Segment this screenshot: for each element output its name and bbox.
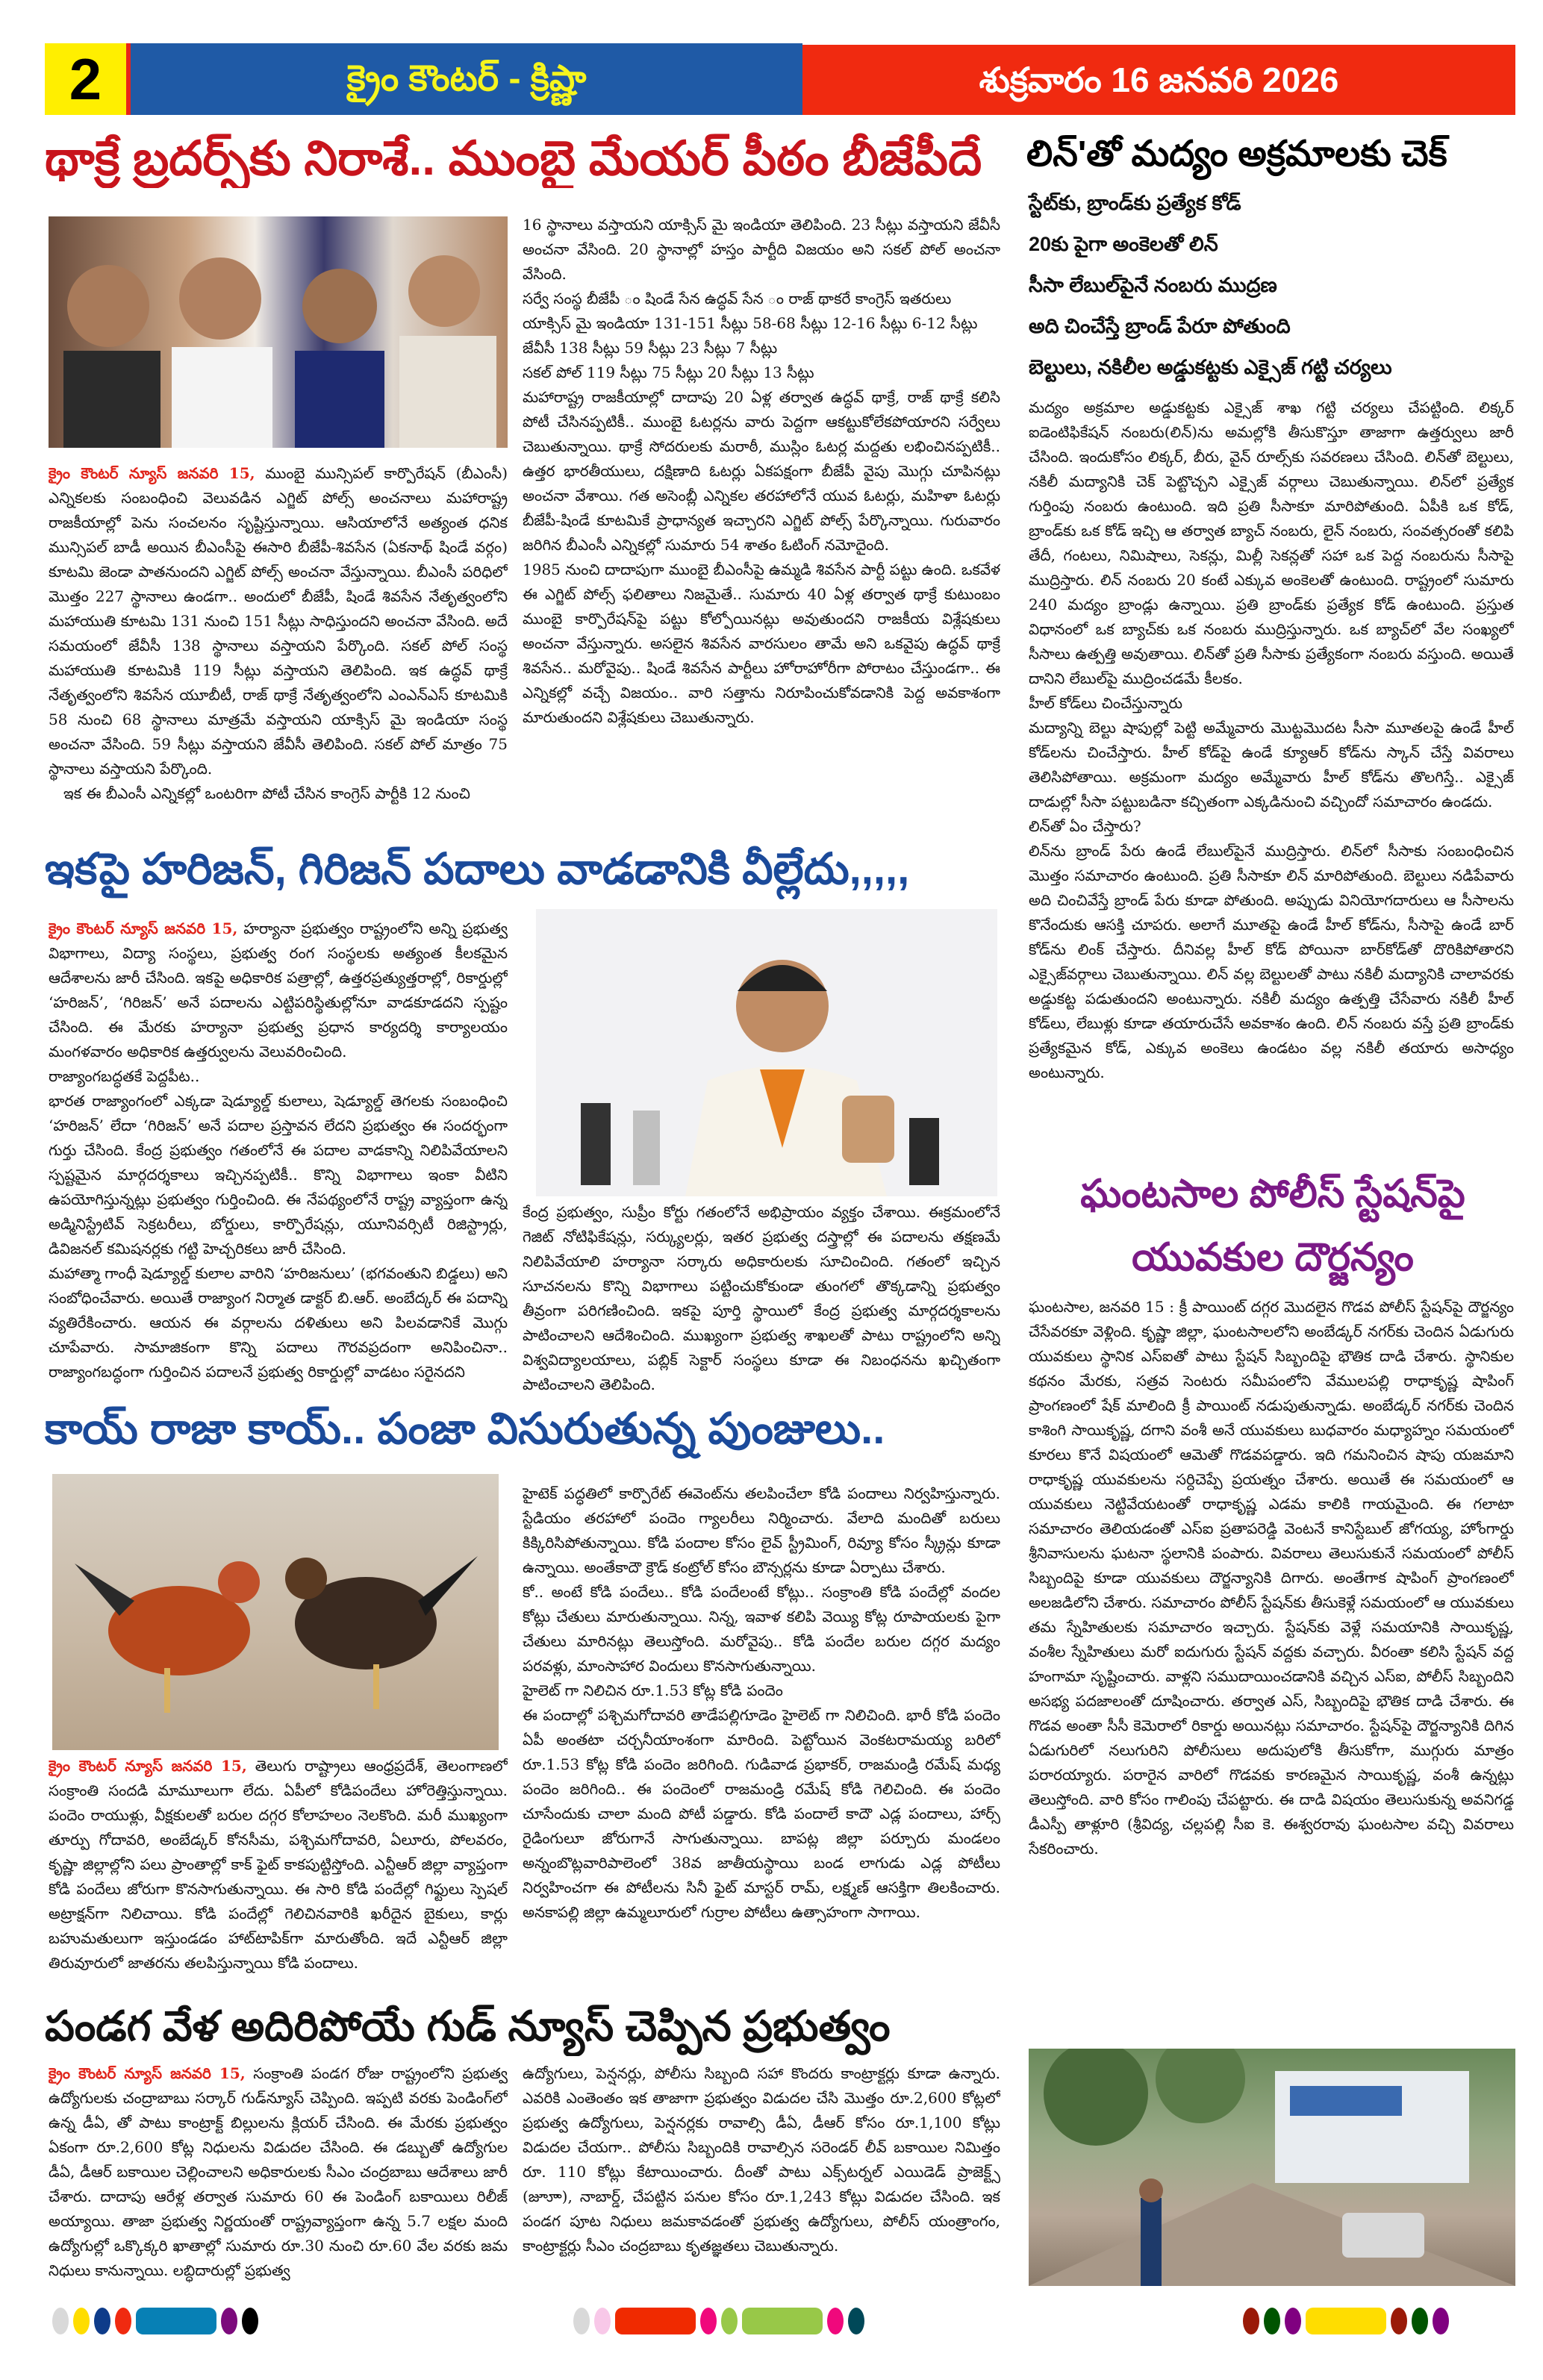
color-bar: [615, 2308, 696, 2334]
body-text: ఘంటసాల, జనవరి 15 : క్రీ పాయింట్ దగ్గర మొదలైన గొడవ పోలీస్ స్టేషన్‌పై దౌర్జన్యం చేసేవరకూ వెళ్లింది. కృష్ణా జిల్లా, ఘంటసాలలోని అంబేడ్కర్ నగర్‌కు చెందిన ఏడుగురు యువకులు స్థానిక ఎస్ఐతో పాటు స్టేషన్ సిబ్బందిపై భౌతిక దాడి చేశారు. స్థానికుల కథనం మేరకు, సత్రవ సెంటరు సమీపంలోని వేములపల్లి రాధాకృష్ణ షాపింగ్ ప్రాంగణంలో షేక్ మాలింది క్రీ పాయింట్ నడుపుతున్నాడు. అంబేడ్కర్ నగర్‌కు చెందిన కాశింగి సాయికృష్ణ, దగాని వంశీ అనే యువకులు బుధవారం మధ్యాహ్నం సమయంలో కూరలు కొనే విషయంలో ఆమెతో గొడవపడ్డారు. ఇది గమనించిన షాపు యజమాని రాధాకృష్ణ యువకులను సర్దిచెప్పే ప్రయత్నం చేశారు. అయితే ఈ సమయంలో ఆ యువకులు నెట్టివేయటంతో రాధాకృష్ణ ఎడమ కాలికి గాయమైంది. ఈ గలాటా సమాచారం తెలియడంతో ఎస్ఐ ప్రతాపరెడ్డి వెంటనే కానిస్టేబుల్ జోగయ్య, హోంగార్డు శ్రీనివాసులను ఘటనా స్థలానికి పంపారు. వివరాలు తెలుసుకునే సమయంలో పోలీస్ సిబ్బందిపై కూడా యువకులు దౌర్జన్యానికి దిగారు. అంతేగాక షాపింగ్ ప్రాంగణంలో అలజడిలోని చేశారు. సమాచారం పోలీస్ స్టేషన్‌కు తీసుకెళ్లే సమయంలో ఆ యువకులు తమ స్నేహితులకు సమాచారం ఇచ్చారు. స్టేషన్‌కు వెళ్లే సమయానికి సాయికృష్ణ, వంశీల స్నేహితులు మరో ఐదుగురు స్టేషన్ వద్దకు వచ్చారు. వీరంతా కలిసి స్టేషన్ వద్ద హంగామా సృష్టించారు. వాళ్లని సముదాయించడానికి వచ్చిన ఎస్ఐ, పోలీస్ సిబ్బందిని అసభ్య పదజాలంతో దూషించారు. తర్వాత ఎస్, సిబ్బందిపై భౌతిక దాడి చేశారు. ఈ గొడవ అంతా సీసీ కెమెరాలో రికార్డు అయినట్లు సమాచారం. స్టేషన్‌పై దౌర్జన్యానికి దిగిన ఏడుగురిలో నలుగురిని పోలీసులు అదుపులోకి తీసుకోగా, ముగ్గురు మాత్రం పరారయ్యారు. పరారైన వారిలో గొడవకు కారణమైన సాయికృష్ణ, వంశీ ఉన్నట్లు తెలుస్తోంది. వారి కోసం గాలింపు చేపట్టారు. ఈ దాడి విషయం తెలుసుకున్న అవనిగడ్డ డీఎస్పీ తాళ్లూరి (శ్రీవిద్య, చల్లపల్లి సీఐ కె. ఈశ్వరరావు ఘంటసాల వచ్చి వివరాలు సేకరించారు.: [1029, 1298, 1514, 1858]
body-text: 16 స్థానాలు వస్తాయని యాక్సిస్ మై ఇండియా తెలిపింది. 23 సీట్లు వస్తాయని జేవీసీ అంచనా వేసింది. 20 స్థానాల్లో హస్తం పార్టీది విజయం అని సకల్ పోల్ అంచనా వేసింది.: [523, 216, 1000, 283]
color-registration-marks-left: [52, 2306, 258, 2336]
minister-illustration: [536, 909, 997, 1196]
politicians-photo: [49, 216, 508, 448]
color-bar: [1306, 2308, 1386, 2334]
dateline: క్రైం కౌంటర్ న్యూస్ జనవరి 15,: [49, 919, 238, 937]
color-dot: [827, 2308, 844, 2334]
page-number: 2: [45, 43, 131, 115]
body-text: తెలుగు రాష్ట్రాలు ఆంధ్రప్రదేశ్, తెలంగాణలో సంక్రాంతి సందడి మామూలుగా లేదు. ఏపీలో కోడిపందేలు హోరెత్తిస్తున్నాయి. పందెం రాయుళ్లు, వీక్షకులతో బరుల దగ్గర కోలాహలం నెలకొంది. మరీ ముఖ్యంగా తూర్పు గోదావరి, అంబేడ్కర్ కోనసీమ, పశ్చిమగోదావరి, ఏలూరు, పోలవరం, కృష్ణా జిల్లాల్లోని పలు ప్రాంతాల్లో కాక్ ఫైట్ కాకపుట్టిస్తోంది. ఎన్టీఆర్ జిల్లా వ్యాప్తంగా కోడి పందేలు జోరుగా కొనసాగుతున్నాయి. ఈ సారి కోడి పందేల్లో గిఫ్టులు స్పెషల్ అట్రాక్షన్‌గా నిలిచాయి. కోడి పందేల్లో గెలిచినవారికి ఖరీదైన బైకులు, కార్లు బహుమతులుగా ఇస్తుండడం హాట్‌టాపిక్‌గా మారుతోంది. ఇదే ఎన్టీఆర్ జిల్లా తిరువూరులో జాతరను తలపిస్తున్నాయి కోడి పందాలు.: [49, 1757, 508, 1972]
poll-table-row: యాక్సిస్ మై ఇండియా 131-151 సీట్లు 58-68 సీట్లు 12-16 సీట్లు 6-12 సీట్లు: [523, 314, 978, 332]
body-subhead: హైలెట్ గా నిలిచిన రూ.1.53 కోట్ల కోడి పందెం: [523, 1681, 783, 1699]
headline-ghantasala-line2: యువకుల దౌర్జన్యం: [1132, 1236, 1414, 1279]
headline-cockfight: కాయ్ రాజా కాయ్.. పంజా విసురుతున్న పుంజులు..: [45, 1405, 885, 1453]
body-text: ముంబై మున్సిపల్ కార్పొరేషన్ (బీఎంసీ) ఎన్నికలకు సంబంధించి వెలువడిన ఎగ్జిట్ పోల్స్ అంచనాలు మహారాష్ట్ర రాజకీయాల్లో పెను సంచలనం సృష్టిస్తున్నాయి. ఆసియాలోనే అత్యంత ధనిక మున్సిపల్ బాడీ అయిన బీఎంసీపై ఈసారి బీజేపీ-శివసేన (ఏకనాథ్ షిండే వర్గం) కూటమి జెండా పాతనుందని ఎగ్జిట్ పోల్స్ అంచనా వేస్తున్నాయి. బీఎంసీ పరిధిలో మొత్తం 227 స్థానాలు ఉండగా.. అందులో బీజేపీ, షిండే శివసేన నేతృత్వంలోని మహాయుతి కూటమి 131 నుంచి 151 సీట్లు సాధిస్తుందని అంచనా వేసింది. అదే సమయంలో జేవీసీ 138 స్థానాలు వస్తాయని పేర్కొంది. సకల్ పోల్ సంస్థ మహాయుతి కూటమికి 119 సీట్లు వస్తాయని తెలిపింది. ఇక ఉద్ధవ్ థాక్రే నేతృత్వంలోని శివసేన యూబీటీ, రాజ్ థాక్రే నేతృత్వంలోని ఎంఎన్ఎస్ కూటమికి 58 నుంచి 68 స్థానాలు మాత్రమే వస్తాయని యాక్సిస్ మై ఇండియా సంస్థ అంచనా వేసింది. 59 సీట్లు వస్తాయని జేవీసీ తెలిపింది. సకల్ పోల్ మాత్రం 75 స్థానాలు వస్తాయని పేర్కొంది.: [49, 464, 508, 778]
issue-date: శుక్రవారం 16 జనవరి 2026: [802, 45, 1515, 115]
story2-column2: [523, 1200, 1000, 1405]
story2-column1: [49, 916, 508, 1405]
headline-mumbai-mayor: థాక్రే బ్రదర్స్‌కు నిరాశే.. ముంబై మేయర్ పీఠం బీజేపీదే: [45, 131, 982, 185]
story1-column1: [49, 461, 508, 812]
color-bar: [742, 2308, 823, 2334]
body-text: ఇక ఈ బీఎంసీ ఎన్నికల్లో ఒంటరిగా పోటీ చేసిన కాంగ్రెస్ పార్టీకి 12 నుంచి: [63, 784, 470, 802]
color-dot: [221, 2308, 237, 2334]
politicians-illustration: [49, 216, 508, 448]
body-text: ఈ పందాల్లో పశ్చిమగోదావరి తాడేపల్లిగూడెం హైలెట్ గా నిలిచింది. భారీ కోడి పందెం ఏపీ అంతటా చర్చనీయాంశంగా మారింది. పెట్టోయిన వెంకటరామయ్య బరిలో రూ.1.53 కోట్ల కోడి పందెం జరిగింది. గుడివాడ ప్రభాకర్, రాజమండ్రి రమేష్ మధ్య పందెం జరిగింది.. ఈ పందెంలో రాజమండ్రి రమేష్ కోడి గెలిచింది. ఈ పందెం చూసేందుకు చాలా మంది పోటీ పడ్డారు. కోడి పందాలే కాదౌ ఎడ్ల పందాలు, హార్స్ రైడింగులూ జోరుగానే సాగుతున్నాయి. బాపట్ల జిల్లా పర్చూరు మండలం అన్నంబొట్లవారిపాలెంలో 38వ జాతీయస్థాయి బండ లాగుడు ఎడ్ల పోటీలు నిర్వహించగా ఈ పోటీలను సినీ ఫైట్ మాస్టర్ రామ్, లక్ష్మణ్ ఆసక్తిగా తిలకించారు. అనకాపల్లి జిల్లా ఉమ్మలూరులో గుర్రాల పోటీలు ఉత్సాహంగా సాగాయి.: [523, 1706, 1000, 1921]
dateline: క్రైం కౌంటర్ న్యూస్ జనవరి 15,: [49, 2064, 246, 2082]
body-text: సంక్రాంతి పండగ రోజు రాష్ట్రంలోని ప్రభుత్వ ఉద్యోగులకు చంద్రాబాబు సర్కార్ గుడ్‌న్యూస్ చెప్పింది. ఇప్పటి వరకు పెండింగ్‌లో ఉన్న డీఏ, తో పాటు కాంట్రాక్ట్ బిల్లులను క్లియర్ చేసింది. ఈ మేరకు ప్రభుత్వం ఏకంగా రూ.2,600 కోట్ల నిధులను విడుదల చేసింది. ఈ డబ్బుతో ఉద్యోగుల డీఏ, డీఆర్ బకాయిల చెల్లించాలని అధికారులకు సీఎం చంద్రబాబు ఆదేశాలు జారీ చేశారు. దాదాపు ఆరేళ్ల తర్వాత సుమారు 60 ఈ పెండింగ్ బకాయిలు రిలీజ్ అయ్యాయి. తాజా ప్రభుత్వ నిర్ణయంతో రాష్ట్రవ్యాప్తంగా ఉన్న 5.7 లక్షల మంది ఉద్యోగుల్లో ఒక్కొక్కరి ఖాతాల్లో సుమారు రూ.30 నుంచి రూ.60 వేల వరకు జమ నిధులు కానున్నాయి. లబ్ధిదారుల్లో ప్రభుత్వ: [49, 2064, 508, 2279]
body-text: మహాత్మా గాంధీ షెడ్యూల్డ్ కులాల వారిని ‘హరిజనులు’ (భగవంతుని బిడ్డలు) అని సంబోధించేవారు. అయితే రాజ్యాంగ నిర్మాత డాక్టర్ బి.ఆర్. అంబేద్కర్ ఈ పదాన్ని వ్యతిరేకించారు. ఆయన ఈ వర్గాలను దళితులు అని పిలవడానికే మొగ్గు చూపేవారు. సామాజికంగా కొన్ని పదాలు గౌరవప్రదంగా అనిపించినా.. రాజ్యాంగబద్ధంగా గుర్తించిన పదాలనే ప్రభుత్వ రికార్డుల్లో వాడటం సరైనదని: [49, 1264, 508, 1381]
subhead: స్టేట్‌కు, బ్రాండ్‌కు ప్రత్యేక కోడ్: [1029, 192, 1241, 214]
color-dot: [1264, 2308, 1280, 2334]
ghantasala-body: [1029, 1295, 1514, 2037]
color-dot: [721, 2308, 738, 2334]
color-dot: [115, 2308, 131, 2334]
rooster-illustration: [52, 1474, 499, 1750]
color-dot: [848, 2308, 864, 2334]
headline-good-news: పండగ వేళ అదిరిపోయే గుడ్ న్యూస్ చెప్పిన ప్రభుత్వం: [45, 2002, 891, 2049]
color-dot: [1433, 2308, 1449, 2334]
lin-body: [1029, 396, 1514, 1157]
color-registration-marks-middle: [573, 2306, 864, 2336]
story3-column1: [49, 1754, 508, 2000]
minister-photo: [536, 909, 997, 1196]
body-text: ఉద్యోగులు, పెన్షనర్లు, పోలీసు సిబ్బంది సహా కొందరు కాంట్రాక్టర్లు కూడా ఉన్నారు. ఎవరికి ఎంతెంతం ఇక తాజాగా ప్రభుత్వం విడుదల చేసి మొత్తం రూ.2,600 కోట్లలో ప్రభుత్వ ఉద్యోగులు, పెన్షనర్లకు రావాల్సి డీఏ, డీఆర్ కోసం రూ.1,100 కోట్లు విడుదల చేయగా.. పోలీసు సిబ్బందికి రావాల్సిన సరెండర్ లీవ్ బకాయిల నిమిత్తం రూ. 110 కోట్లు కేటాయించారు. దీంతో పాటు ఎక్స్‌టర్నల్ ఎయిడెడ్ ప్రాజెక్ట్స్ (జూూా), నాబార్డ్, చేపట్టిన పనుల కోసం రూ.1,243 కోట్లు విడుదల చేసింది. ఇక పండగ పూట నిధులు జమకావడంతో ప్రభుత్వ ఉద్యోగులు, పోలీస్ యంత్రాంగం, కాంట్రాక్టర్లు సీఎం చంద్రబాబు కృతజ్ఞతలు చెబుతున్నారు.: [523, 2064, 1000, 2255]
body-subhead: లిన్‌తో ఏం చేస్తారు?: [1029, 817, 1141, 835]
body-subhead: హీల్ కోడ్‌లు చించేస్తున్నారు: [1029, 694, 1183, 712]
body-text: మహారాష్ట్ర రాజకీయాల్లో దాదాపు 20 ఏళ్ల తర్వాత ఉద్ధవ్ థాక్రే, రాజ్ థాక్రే కలిసి పోటీ చేసినప్పటికీ.. ముంబై ఓటర్లను వారు పెద్దగా ఆకట్టుకోలేకపోయారని సర్వేలు చెబుతున్నాయి. థాక్రే సోదరులకు మరాఠీ, ముస్లిం ఓటర్ల మద్దతు లభించినప్పటికీ.. ఉత్తర భారతీయులు, దక్షిణాది ఓటర్లు ఏకపక్షంగా బీజేపీ వైపు మొగ్గు చూపినట్లు అంచనా వేశాయి. గత అసెంబ్లీ ఎన్నికల తరహాలోనే యువ ఓటర్లు, మహిళా ఓటర్లు బీజేపీ-షిండే కూటమికే ప్రాధాన్యత ఇచ్చారని ఎగ్జిట్ పోల్స్ పేర్కొన్నాయి. గురువారం జరిగిన బీఎంసీ ఎన్నికల్లో సుమారు 54 శాతం ఓటింగ్ నమోదైంది.: [523, 388, 1000, 554]
poll-table-row: సకల్ పోల్ 119 సీట్లు 75 సీట్లు 20 సీట్లు 13 సీట్లు: [523, 363, 814, 381]
poll-table-row: జేవీసీ 138 సీట్లు 59 సీట్లు 23 సీట్లు 7 సీట్లు: [523, 339, 778, 357]
color-dot: [1285, 2308, 1301, 2334]
color-dot: [52, 2308, 69, 2334]
color-dot: [594, 2308, 611, 2334]
color-dot: [242, 2308, 258, 2334]
police-station-illustration: [1029, 2049, 1515, 2286]
story3-column2: [523, 1481, 1000, 2004]
poll-table-header: సర్వే సంస్థ బీజేపీ ం షిండే సేన ఉద్ధవ్ సేన ం రాజ్ థాకరే కాంగ్రెస్ ఇతరులు: [523, 290, 952, 307]
color-dot: [1412, 2308, 1428, 2334]
story4-column2: [523, 2061, 1000, 2300]
color-dot: [573, 2308, 590, 2334]
color-registration-marks-right: [1243, 2306, 1449, 2336]
color-dot: [700, 2308, 717, 2334]
subhead: సీసా లేబుల్‌పైనే నంబరు ముద్రణ: [1029, 274, 1277, 296]
dateline: క్రైం కౌంటర్ న్యూస్ జనవరి 15,: [49, 1757, 247, 1775]
body-text: హర్యానా ప్రభుత్వం రాష్ట్రంలోని అన్ని ప్రభుత్వ విభాగాలు, విద్యా సంస్థలు, ప్రభుత్వ రంగ సంస్థలకు అత్యంత కీలకమైన ఆదేశాలను జారీ చేసింది. ఇకపై అధికారిక పత్రాల్లో, ఉత్తరప్రత్యుత్తరాల్లో, రికార్డుల్లో ‘హరిజన్’, ‘గిరిజన్’ అనే పదాలను ఎట్టిపరిస్థితుల్లోనూ వాడకూడదని స్పష్టం చేసింది. ఈ మేరకు హర్యానా ప్రభుత్వ ప్రధాన కార్యదర్శి కార్యాలయం మంగళవారం అధికారిక ఉత్తర్వులను వెలువరించింది.: [49, 919, 508, 1061]
color-dot: [1391, 2308, 1407, 2334]
story4-column1: [49, 2061, 508, 2300]
color-bar: [136, 2308, 216, 2334]
color-dot: [94, 2308, 110, 2334]
body-text: భారత రాజ్యాంగంలో ఎక్కడా షెడ్యూల్డ్ కులాలు, షెడ్యూల్డ్ తెగలకు సంబంధించి ‘హరిజన్’ లేదా ‘గిరిజన్’ అనే పదాల ప్రస్తావన లేదని ప్రభుత్వం ఈ సందర్భంగా గుర్తు చేసింది. కేంద్ర ప్రభుత్వం గతంలోనే ఈ పదాల వాడకాన్ని నిలిపివేయాలని స్పష్టమైన మార్గదర్శకాలు ఇచ్చినప్పటికీ.. కొన్ని విభాగాలు ఇంకా వీటిని ఉపయోగిస్తున్నట్లు ప్రభుత్వం గుర్తించింది. ఈ నేపథ్యంలోనే రాష్ట్ర వ్యాప్తంగా ఉన్న అడ్మినిస్ట్రేటివ్ సెక్రటరీలు, బోర్డులు, కార్పొరేషన్లు, యూనివర్సిటీ రిజిస్ట్రార్లు, డివిజనల్ కమిషనర్లకు గట్టి హెచ్చరికలు జారీ చేసింది.: [49, 1092, 508, 1258]
police-station-photo: [1029, 2049, 1515, 2286]
headline-harijan: ఇకపై హరిజన్, గిరిజన్ పదాలు వాడడానికి వీల్లేదు,,,,,: [45, 845, 910, 893]
cockfight-photo: [52, 1474, 499, 1750]
headline-ghantasala-line1: ఘంటసాల పోలీస్ స్టేషన్‌పై: [1080, 1172, 1465, 1216]
story1-column2: [523, 213, 1000, 817]
section-title: క్రైం కౌంటర్ - క్రిష్ణా: [131, 43, 802, 115]
subhead: బెల్టులు, నకిలీల అడ్డుకట్టకు ఎక్సైజ్ గట్టి చర్యలు: [1029, 356, 1392, 378]
headline-lin: లిన్'తో మద్యం అక్రమాలకు చెక్: [1026, 134, 1447, 174]
body-text: మద్యం అక్రమాల అడ్డుకట్టకు ఎక్సైజ్ శాఖ గట్టి చర్యలు చేపట్టింది. లిక్కర్ ఐడెంటిఫికేషన్ నంబరు(లిన్)ను అమల్లోకి తీసుకొస్తూ తాజాగా ఉత్తర్వులు జారీ చేసింది. ఇందుకోసం లిక్కర్, బీరు, వైన్ రూల్స్‌కు సవరణలు చేసింది. లిన్‌తో బెల్టులు, నకిలీ మద్యానికి చెక్ పెట్టొచ్చని ఎక్సైజ్ వర్గాలు చెబుతున్నాయి. లిన్‌లో ప్రత్యేక గుర్తింపు నంబరు ఉంటుంది. ఇది ప్రతి సీసాకూ మారిపోతుంది. ఏపీకి ఒక కోడ్, బ్రాండ్‌కు ఒక కోడ్ ఇచ్చి ఆ తర్వాత బ్యాచ్ నంబరు, లైన్ నంబరు, సంవత్సరంతో కలిపి తేదీ, గంటలు, నిమిషాలు, సెకన్లు, మిల్లీ సెకన్లతో సహా ఒక పెద్ద నంబరును సీసాపై ముద్రిస్తారు. లిన్ నంబరు 20 కంటే ఎక్కువ అంకెలతో ఉంటుంది. రాష్ట్రంలో సుమారు 240 మద్యం బ్రాండ్లు ఉన్నాయి. ప్రతి బ్రాండ్‌కు ప్రత్యేక కోడ్ ఉంటుంది. ప్రస్తుత విధానంలో ఒక బ్యాచ్‌కు ఒక నంబరు ముద్రిస్తున్నారు. ఒక బ్యాచ్‌లో వేల సంఖ్యలో సీసాలు ఉత్పత్తి అవుతాయి. లిన్‌తో ప్రతి సీసాకు ప్రత్యేకంగా నంబరు వస్తుంది. అయితే దానిని లేబుల్‌పై ముద్రించడమే కీలకం.: [1029, 399, 1514, 687]
body-text: కేంద్ర ప్రభుత్వం, సుప్రీం కోర్టు గతంలోనే అభిప్రాయం వ్యక్తం చేశాయి. ఈక్రమంలోనే గెజిట్ నోటిఫికేషన్లు, సర్క్యులర్లు, ఇతర ప్రభుత్వ దస్త్రాల్లో ఈ పదాలను తక్షణమే నిలిపివేయాలి హర్యానా సర్కారు అధికారులకు సూచించింది. గతంలో ఇచ్చిన సూచనలను కొన్ని విభాగాలు పట్టించుకోకుండా తుంగలో తొక్కడాన్ని ప్రభుత్వం తీవ్రంగా పరిగణించింది. ఇకపై పూర్తి స్థాయిలో కేంద్ర ప్రభుత్వ మార్గదర్శకాలను పాటించాలని ఆదేశించింది. ముఖ్యంగా ప్రభుత్వ శాఖలతో పాటు రాష్ట్రంలోని అన్ని విశ్వవిద్యాలయాలు, పబ్లిక్ సెక్టార్ సంస్థలు కూడా ఈ నిబంధనను ఖచ్చితంగా పాటించాలని తెలిపింది.: [523, 1203, 1000, 1393]
body-subhead: రాజ్యాంగబద్ధతకే పెద్దపీట..: [49, 1067, 200, 1085]
body-text: 1985 నుంచి దాదాపుగా ముంబై బీఎంసీపై ఉమ్మడి శివసేన పార్టీ పట్టు ఉంది. ఒకవేళ ఈ ఎగ్జిట్ పోల్స్ ఫలితాలు నిజమైతే.. సుమారు 40 ఏళ్ల తర్వాత థాక్రే కుటుంబం ముంబై కార్పొరేషన్‌పై పట్టు కోల్పోయినట్లు అవుతుందని రాజకీయ విశ్లేషకులు అంచనా వేస్తున్నారు. అసలైన శివసేన వారసులం తామే అని ఒకవైపు ఉద్ధవ్ థాక్రే శివసేన.. మరోవైపు.. షిండే శివసేన పార్టీలు హోరాహోరీగా పోరాటం చేస్తుండగా.. ఈ ఎన్నికల్లో వచ్చే విజయం.. వారి సత్తాను నిరూపించుకోవడానికి పెద్ద అవకాశంగా మారుతుందని విశ్లేషకులు చెబుతున్నారు.: [523, 560, 1000, 726]
color-dot: [1243, 2308, 1259, 2334]
body-text: లిన్‌ను బ్రాండ్ పేరు ఉండే లేబుల్‌పైనే ముద్రిస్తారు. లిన్‌లో సీసాకు సంబంధించిన మొత్తం సమాచారం ఉంటుంది. ప్రతి సీసాకూ లిన్ మారిపోతుంది. బెల్టులు నడిపేవారు అది చించివేస్తే బ్రాండ్ పేరు కూడా పోతుంది. అప్పుడు వినియోగదారులు ఆ సీసాలను కొనేందుకు ఆసక్తి చూపరు. అలాగే మూతపై ఉండే హీల్ కోడ్‌ను, సీసాపై ఉండే బార్ కోడ్‌ను లింక్ చేస్తారు. దీనివల్ల హీల్ కోడ్ పోయినా బార్‌కోడ్‌తో దొరికిపోతారని ఎక్సైజ్‌వర్గాలు చెబుతున్నాయి. లిన్ వల్ల బెల్టులతో పాటు నకిలీ మద్యానికి చాలావరకు అడ్డుకట్ట పడుతుందని అంటున్నారు. నకిలీ మద్యం ఉత్పత్తి చేసేవారు నకిలీ హీల్ కోడ్‌లు, లేబుళ్లు కూడా తయారుచేసే అవకాశం ఉంది. లిన్ నంబరు వస్తే ప్రతి బ్రాండ్‌కు ప్రత్యేకమైన కోడ్, ఎక్కువ అంకెలు ఉండటం వల్ల నకిలీ తయారు అసాధ్యం అంటున్నారు.: [1029, 842, 1514, 1081]
body-text: కో.. అంటే కోడి పందేలు.. కోడి పందేలంటే కోట్లు.. సంక్రాంతి కోడి పందేల్లో వందల కోట్లు చేతులు మారుతున్నాయి. నిన్న, ఇవాళ కలిపి వెయ్యి కోట్ల రూపాయలకు పైగా చేతులు మారినట్లు తెలుస్తోంది. మరోవైపు.. కోడి పందేల బరుల దగ్గర మద్యం పరవళ్లు, మాంసాహార విందులు కొనసాగుతున్నాయి.: [523, 1583, 1000, 1675]
body-text: హైటెక్ పద్ధతిలో కార్పొరేట్ ఈవెంట్‌ను తలపించేలా కోడి పందాలు నిర్వహిస్తున్నారు. స్టేడియం తరహాలో పందెం గ్యాలరీలు నిర్మించారు. వేలాది మందితో బరులు కిక్కిరిసిపోతున్నాయి. కోడి పందాల కోసం లైవ్ స్ట్రీమింగ్, రివ్యూ కోసం స్క్రీన్లు కూడా ఉన్నాయి. అంతేకాదౌ క్రౌడ్ కంట్రోల్ కోసం బౌన్సర్లను కూడా ఏర్పాటు చేశారు.: [523, 1484, 1000, 1576]
color-dot: [73, 2308, 90, 2334]
subhead: అది చించేస్తే బ్రాండ్ పేరూ పోతుంది: [1029, 315, 1291, 337]
subhead: 20కు పైగా అంకెలతో లిన్: [1029, 233, 1218, 255]
dateline: క్రైం కౌంటర్ న్యూస్ జనవరి 15,: [49, 464, 255, 482]
body-text: మద్యాన్ని బెల్టు షాపుల్లో పెట్టి అమ్మేవారు మొట్టమొదట సీసా మూతలపై ఉండే హీల్ కోడ్‌లను చించేస్తారు. హీల్ కోడ్‌పై ఉండే క్యూఆర్ కోడ్‌ను స్కాన్ చేస్తే వివరాలు తెలిసిపోతాయి. అక్రమంగా మద్యం అమ్మేవారు హీల్ కోడ్‌ను తొలగిస్తే.. ఎక్సైజ్ దాడుల్లో సీసా పట్టుబడినా కచ్చితంగా ఎక్కడినుంచి వచ్చిందో సమాచారం ఉండదు.: [1029, 719, 1514, 810]
lin-subheads: [1029, 183, 1514, 388]
